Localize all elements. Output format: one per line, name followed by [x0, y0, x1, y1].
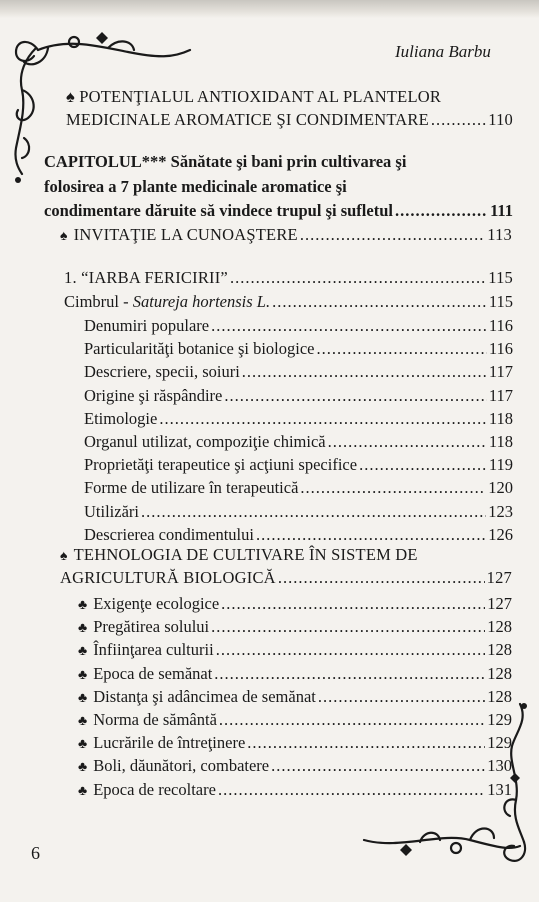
toc-page: 119	[488, 455, 513, 475]
toc-page: 111	[490, 201, 513, 220]
toc-entry[interactable]	[78, 593, 512, 617]
toc-label: Pregătirea solului	[93, 617, 210, 637]
toc-label: Norma de sământă	[93, 710, 217, 729]
toc-entry-iarba-fericirii[interactable]	[64, 267, 513, 289]
leader-dots	[431, 109, 486, 131]
toc-label: Exigenţe ecologice	[93, 594, 220, 613]
leader-dots	[278, 567, 485, 589]
club-bullet-icon: ♣	[78, 760, 88, 776]
toc-page: 128	[487, 686, 512, 706]
toc-entry-invitatie[interactable]	[60, 224, 512, 248]
leader-dots	[211, 616, 485, 638]
toc-label: Epoca de semănat	[93, 663, 213, 683]
toc-label: Descriere, specii, soiuri	[84, 362, 240, 382]
leader-dots	[219, 709, 485, 731]
toc-entry-antioxidant[interactable]	[66, 109, 513, 131]
club-bullet-icon: ♣	[78, 667, 88, 683]
chapter-heading-line2: folosirea a 7 plante medicinale aromatice şi	[44, 177, 347, 196]
leader-dots	[395, 200, 488, 222]
leader-dots	[218, 779, 485, 801]
toc-label: Cimbrul -	[64, 292, 133, 311]
toc-entry[interactable]	[84, 431, 513, 453]
toc-entry[interactable]	[84, 338, 513, 360]
toc-entry-chapter[interactable]	[44, 200, 513, 222]
toc-label: Particularităţi botanice şi biologice	[84, 339, 315, 359]
leader-dots	[328, 431, 487, 453]
toc-label: Înfiinţarea culturii	[93, 640, 214, 660]
toc-page: 115	[488, 292, 513, 311]
toc-entry[interactable]	[78, 616, 512, 640]
leader-dots	[216, 639, 486, 661]
leader-dots	[230, 267, 486, 289]
toc-page: 118	[488, 408, 513, 428]
toc-page: 131	[487, 779, 512, 799]
toc-entry[interactable]	[78, 779, 512, 803]
leader-dots	[316, 338, 486, 360]
toc-label: Utilizări	[84, 501, 139, 521]
toc-page: 129	[487, 733, 512, 753]
leader-dots	[318, 686, 485, 708]
toc-label: 1. “IARBA FERICIRII”	[64, 268, 228, 287]
toc-page: 129	[487, 710, 512, 729]
toc-entry[interactable]	[84, 524, 513, 546]
toc-label: Descrierea condimentului	[84, 524, 254, 544]
toc-entry[interactable]	[78, 686, 512, 710]
toc-page: 127	[486, 568, 512, 587]
club-bullet-icon: ♣	[78, 714, 88, 729]
toc-label: Boli, dăunători, combatere	[93, 756, 270, 776]
leader-dots	[159, 408, 487, 430]
leader-dots	[214, 663, 485, 685]
leader-dots	[221, 593, 485, 615]
toc-entry[interactable]	[84, 361, 513, 383]
toc-label: INVITAŢIE LA CUNOAŞTERE	[73, 225, 298, 244]
toc-entry[interactable]	[84, 501, 513, 523]
toc-page: 126	[488, 524, 513, 544]
toc-page: 128	[487, 617, 512, 637]
toc-label: Denumiri populare	[84, 316, 210, 335]
leader-dots	[272, 291, 487, 313]
toc-label: Epoca de recoltare	[93, 779, 216, 799]
toc-entry[interactable]	[78, 663, 512, 687]
leader-dots	[359, 454, 487, 476]
scan-edge	[0, 0, 539, 18]
club-bullet-icon: ♣	[78, 621, 88, 637]
toc-page: 110	[488, 110, 513, 129]
spade-bullet-icon: ♠	[60, 229, 68, 244]
toc-label: MEDICINALE AROMATICE ŞI CONDIMENTARE	[66, 110, 429, 129]
toc-label: Distanţa şi adâncimea de semănat	[93, 686, 316, 706]
toc-page: 118	[488, 432, 513, 451]
toc-entry[interactable]	[78, 639, 512, 663]
leader-dots	[247, 732, 485, 754]
toc-page: 117	[488, 362, 513, 382]
toc-page: 128	[487, 640, 512, 660]
toc-page: 127	[487, 594, 512, 613]
club-bullet-icon: ♣	[78, 598, 88, 613]
toc-entry[interactable]	[78, 755, 512, 779]
leader-dots	[211, 315, 487, 337]
running-header-author: Iuliana Barbu	[395, 42, 491, 61]
toc-label: Proprietăţi terapeutice şi acţiuni specifice	[84, 455, 358, 475]
leader-dots	[224, 385, 486, 407]
toc-label: Etimologie	[84, 408, 158, 428]
toc-page: 116	[488, 339, 513, 359]
toc-entry[interactable]	[84, 315, 513, 337]
toc-entry-antioxidant-line1: ♠ POTENŢIALUL ANTIOXIDANT AL PLANTELOR	[66, 87, 442, 106]
toc-label: Forme de utilizare în terapeutică	[84, 478, 299, 498]
toc-page: 130	[487, 756, 512, 776]
toc-page: 128	[487, 663, 512, 683]
toc-entry-tehnologia[interactable]	[60, 567, 512, 589]
leader-dots	[242, 361, 487, 383]
spade-bullet-icon: ♠	[60, 549, 68, 564]
toc-entry[interactable]	[78, 709, 512, 733]
toc-page: 115	[488, 268, 513, 287]
club-bullet-icon: ♣	[78, 644, 88, 660]
toc-entry[interactable]	[84, 454, 513, 476]
club-bullet-icon: ♣	[78, 783, 88, 799]
toc-entry-cimbrul[interactable]	[64, 291, 513, 313]
toc-label: Origine şi răspândire	[84, 385, 223, 405]
toc-page: 123	[488, 501, 513, 521]
toc-label: AGRICULTURĂ BIOLOGICĂ	[60, 568, 276, 587]
leader-dots	[141, 501, 486, 523]
toc-page: 120	[488, 478, 513, 498]
leader-dots	[256, 524, 486, 546]
leader-dots	[300, 477, 486, 499]
toc-entry[interactable]	[84, 477, 513, 499]
toc-page: 113	[487, 225, 512, 244]
club-bullet-icon: ♣	[78, 737, 88, 753]
toc-entry[interactable]	[84, 408, 513, 430]
toc-label-latin-name: Satureja hortensis L.	[132, 292, 271, 311]
toc-label: condimentare dăruite să vindece trupul şi sufletul	[44, 201, 393, 220]
leader-dots	[300, 224, 485, 246]
leader-dots	[271, 755, 485, 777]
toc-entry-tech-line1: ♠ TEHNOLOGIA DE CULTIVARE ÎN SISTEM DE	[60, 545, 418, 564]
club-bullet-icon: ♣	[78, 690, 88, 706]
toc-entry[interactable]	[84, 385, 513, 407]
toc-entry[interactable]	[78, 732, 512, 756]
toc-page: 116	[488, 316, 513, 335]
toc-label: Organul utilizat, compoziţie chimică	[84, 432, 326, 451]
toc-label: Lucrările de întreţinere	[93, 733, 246, 753]
toc-page: 117	[488, 385, 513, 405]
page-number: 6	[31, 843, 40, 863]
chapter-heading-line1: CAPITOLUL*** Sănătate şi bani prin cultivarea şi	[44, 152, 407, 171]
